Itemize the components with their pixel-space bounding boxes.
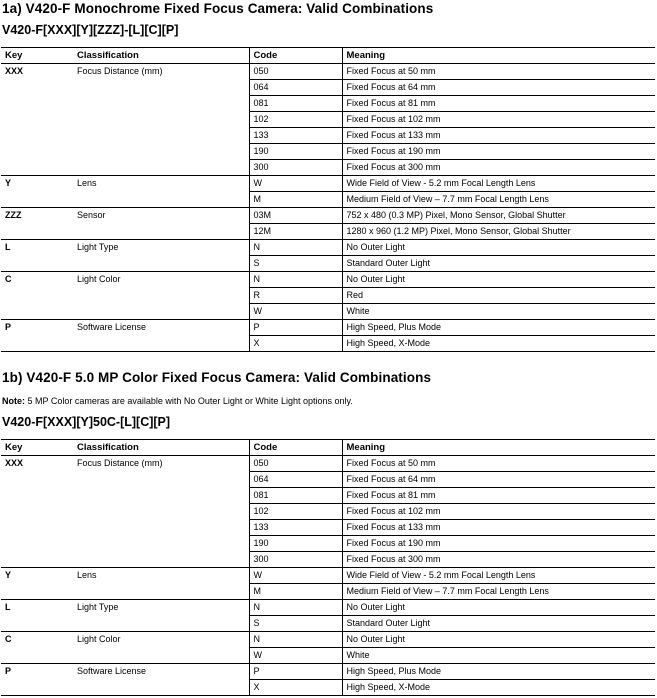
- classification-cell: [73, 336, 249, 352]
- meaning-cell: High Speed, X-Mode: [342, 680, 655, 696]
- code-cell: P: [249, 664, 342, 680]
- key-cell: [1, 552, 73, 568]
- classification-cell: Light Type: [77, 602, 119, 612]
- table-row: [1, 616, 655, 632]
- key-cell: C: [5, 634, 12, 644]
- key-cell: [1, 304, 73, 320]
- key-cell: [1, 192, 73, 208]
- section-a-table: [1, 47, 655, 352]
- code-cell: W: [249, 648, 342, 664]
- table-row: [1, 208, 655, 224]
- key-cell: Y: [5, 570, 12, 580]
- classification-cell: [73, 616, 249, 632]
- section-b-title: 1b) V420-F 5.0 MP Color Fixed Focus Camera: Valid Combinations: [2, 370, 432, 385]
- key-cell: [1, 520, 73, 536]
- classification-cell: Light Color: [77, 634, 121, 644]
- table-row: [1, 304, 655, 320]
- meaning-cell: No Outer Light: [342, 240, 655, 256]
- table-row: [1, 288, 655, 304]
- code-cell: X: [249, 680, 342, 696]
- meaning-cell: Fixed Focus at 133 mm: [342, 128, 655, 144]
- table-row: [1, 256, 655, 272]
- table-header-row: [1, 48, 655, 64]
- section-b-model-code: V420-F[XXX][Y]50C-[L][C][P]: [2, 415, 171, 429]
- classification-cell: Lens: [77, 178, 97, 188]
- code-cell: S: [249, 616, 342, 632]
- meaning-cell: Wide Field of View - 5.2 mm Focal Length Lens: [342, 176, 655, 192]
- meaning-cell: High Speed, X-Mode: [342, 336, 655, 352]
- key-cell: [1, 160, 73, 176]
- key-cell: [1, 224, 73, 240]
- meaning-cell: Fixed Focus at 64 mm: [342, 80, 655, 96]
- table-row: [1, 664, 655, 680]
- table-row: [1, 536, 655, 552]
- table-row: [1, 568, 655, 584]
- table-row: [1, 504, 655, 520]
- meaning-cell: Medium Field of View – 7.7 mm Focal Length Lens: [342, 584, 655, 600]
- key-cell: P: [5, 666, 12, 676]
- code-cell: 050: [249, 456, 342, 472]
- code-cell: W: [249, 568, 342, 584]
- key-cell: XXX: [5, 66, 24, 76]
- key-cell: [1, 80, 73, 96]
- meaning-cell: No Outer Light: [342, 600, 655, 616]
- classification-cell: [73, 504, 249, 520]
- meaning-cell: Fixed Focus at 81 mm: [342, 96, 655, 112]
- section-a-model-code: V420-F[XXX][Y][ZZZ]-[L][C][P]: [2, 23, 179, 37]
- meaning-cell: Fixed Focus at 102 mm: [342, 112, 655, 128]
- code-cell: R: [249, 288, 342, 304]
- key-cell: [1, 680, 73, 696]
- key-cell: [1, 128, 73, 144]
- classification-cell: [73, 96, 249, 112]
- table-row: [1, 272, 655, 288]
- code-cell: 081: [249, 488, 342, 504]
- code-cell: P: [249, 320, 342, 336]
- classification-cell: [73, 488, 249, 504]
- code-cell: 190: [249, 144, 342, 160]
- table-row: [1, 144, 655, 160]
- key-cell: C: [5, 274, 12, 284]
- section-b-table: [1, 439, 655, 696]
- key-cell: [1, 536, 73, 552]
- table-row: [1, 520, 655, 536]
- classification-cell: Light Color: [77, 274, 121, 284]
- meaning-cell: No Outer Light: [342, 272, 655, 288]
- section-b-table-body: [1, 456, 655, 696]
- meaning-cell: Red: [342, 288, 655, 304]
- header-classification: Classification: [73, 48, 249, 64]
- code-cell: N: [249, 600, 342, 616]
- code-cell: 133: [249, 128, 342, 144]
- key-cell: L: [5, 242, 11, 252]
- key-cell: ZZZ: [5, 210, 22, 220]
- code-cell: S: [249, 256, 342, 272]
- meaning-cell: Fixed Focus at 102 mm: [342, 504, 655, 520]
- key-cell: [1, 488, 73, 504]
- classification-cell: [73, 144, 249, 160]
- header-key: Key: [1, 440, 73, 456]
- meaning-cell: 1280 x 960 (1.2 MP) Pixel, Mono Sensor, Global Shutter: [342, 224, 655, 240]
- table-row: [1, 632, 655, 648]
- code-cell: 102: [249, 112, 342, 128]
- classification-cell: [73, 552, 249, 568]
- classification-cell: Software License: [77, 322, 147, 332]
- header-meaning: Meaning: [342, 48, 655, 64]
- code-cell: N: [249, 632, 342, 648]
- meaning-cell: No Outer Light: [342, 632, 655, 648]
- code-cell: N: [249, 272, 342, 288]
- meaning-cell: Fixed Focus at 50 mm: [342, 64, 655, 80]
- table-row: [1, 112, 655, 128]
- key-cell: [1, 336, 73, 352]
- classification-cell: [73, 648, 249, 664]
- code-cell: W: [249, 304, 342, 320]
- key-cell: [1, 288, 73, 304]
- classification-cell: [73, 536, 249, 552]
- note-text: 5 MP Color cameras are available with No Outer Light or White Light options only.: [25, 396, 353, 406]
- code-cell: 064: [249, 80, 342, 96]
- meaning-cell: Standard Outer Light: [342, 256, 655, 272]
- code-cell: 12M: [249, 224, 342, 240]
- table-row: [1, 224, 655, 240]
- meaning-cell: Standard Outer Light: [342, 616, 655, 632]
- key-cell: [1, 648, 73, 664]
- classification-cell: [73, 520, 249, 536]
- code-cell: N: [249, 240, 342, 256]
- note-label: Note:: [2, 396, 25, 406]
- header-code: Code: [249, 48, 342, 64]
- meaning-cell: Fixed Focus at 300 mm: [342, 552, 655, 568]
- meaning-cell: White: [342, 304, 655, 320]
- meaning-cell: Fixed Focus at 300 mm: [342, 160, 655, 176]
- classification-cell: [73, 288, 249, 304]
- header-meaning: Meaning: [342, 440, 655, 456]
- table-row: [1, 456, 655, 472]
- header-code: Code: [249, 440, 342, 456]
- meaning-cell: Fixed Focus at 64 mm: [342, 472, 655, 488]
- classification-cell: Focus Distance (mm): [77, 458, 163, 468]
- table-row: [1, 96, 655, 112]
- code-cell: 081: [249, 96, 342, 112]
- classification-cell: [73, 192, 249, 208]
- key-cell: [1, 504, 73, 520]
- key-cell: [1, 584, 73, 600]
- meaning-cell: High Speed, Plus Mode: [342, 320, 655, 336]
- classification-cell: [73, 112, 249, 128]
- classification-cell: [73, 224, 249, 240]
- table-row: [1, 128, 655, 144]
- table-row: [1, 160, 655, 176]
- code-cell: W: [249, 176, 342, 192]
- section-a-table-body: [1, 64, 655, 352]
- classification-cell: Software License: [77, 666, 147, 676]
- key-cell: [1, 96, 73, 112]
- table-row: [1, 64, 655, 80]
- classification-cell: [73, 472, 249, 488]
- table-row: [1, 648, 655, 664]
- code-cell: M: [249, 192, 342, 208]
- classification-cell: Light Type: [77, 242, 119, 252]
- classification-cell: Sensor: [77, 210, 106, 220]
- code-cell: 300: [249, 552, 342, 568]
- header-classification: Classification: [73, 440, 249, 456]
- classification-cell: [73, 128, 249, 144]
- key-cell: XXX: [5, 458, 24, 468]
- code-cell: 190: [249, 536, 342, 552]
- table-row: [1, 600, 655, 616]
- meaning-cell: Fixed Focus at 81 mm: [342, 488, 655, 504]
- classification-cell: [73, 256, 249, 272]
- key-cell: P: [5, 322, 12, 332]
- table-row: [1, 80, 655, 96]
- code-cell: 133: [249, 520, 342, 536]
- code-cell: 300: [249, 160, 342, 176]
- classification-cell: [73, 680, 249, 696]
- table-row: [1, 192, 655, 208]
- table-row: [1, 488, 655, 504]
- meaning-cell: White: [342, 648, 655, 664]
- code-cell: 064: [249, 472, 342, 488]
- classification-cell: [73, 304, 249, 320]
- table-row: [1, 680, 655, 696]
- table-row: [1, 320, 655, 336]
- table-row: [1, 240, 655, 256]
- table-header-row: [1, 440, 655, 456]
- meaning-cell: Fixed Focus at 50 mm: [342, 456, 655, 472]
- table-row: [1, 584, 655, 600]
- meaning-cell: Wide Field of View - 5.2 mm Focal Length Lens: [342, 568, 655, 584]
- classification-cell: [73, 80, 249, 96]
- key-cell: Y: [5, 178, 12, 188]
- meaning-cell: Fixed Focus at 133 mm: [342, 520, 655, 536]
- classification-cell: Focus Distance (mm): [77, 66, 163, 76]
- key-cell: L: [5, 602, 11, 612]
- code-cell: M: [249, 584, 342, 600]
- table-row: [1, 336, 655, 352]
- key-cell: [1, 616, 73, 632]
- meaning-cell: Medium Field of View – 7.7 mm Focal Length Lens: [342, 192, 655, 208]
- table-row: [1, 552, 655, 568]
- code-cell: 03M: [249, 208, 342, 224]
- table-row: [1, 176, 655, 192]
- section-a-title: 1a) V420-F Monochrome Fixed Focus Camera: Valid Combinations: [2, 1, 434, 16]
- code-cell: X: [249, 336, 342, 352]
- classification-cell: [73, 584, 249, 600]
- code-cell: 050: [249, 64, 342, 80]
- meaning-cell: 752 x 480 (0.3 MP) Pixel, Mono Sensor, Global Shutter: [342, 208, 655, 224]
- classification-cell: [73, 160, 249, 176]
- header-key: Key: [1, 48, 73, 64]
- classification-cell: Lens: [77, 570, 97, 580]
- key-cell: [1, 472, 73, 488]
- meaning-cell: Fixed Focus at 190 mm: [342, 536, 655, 552]
- key-cell: [1, 256, 73, 272]
- key-cell: [1, 144, 73, 160]
- code-cell: 102: [249, 504, 342, 520]
- meaning-cell: High Speed, Plus Mode: [342, 664, 655, 680]
- table-row: [1, 472, 655, 488]
- meaning-cell: Fixed Focus at 190 mm: [342, 144, 655, 160]
- section-b-note: [2, 396, 353, 406]
- key-cell: [1, 112, 73, 128]
